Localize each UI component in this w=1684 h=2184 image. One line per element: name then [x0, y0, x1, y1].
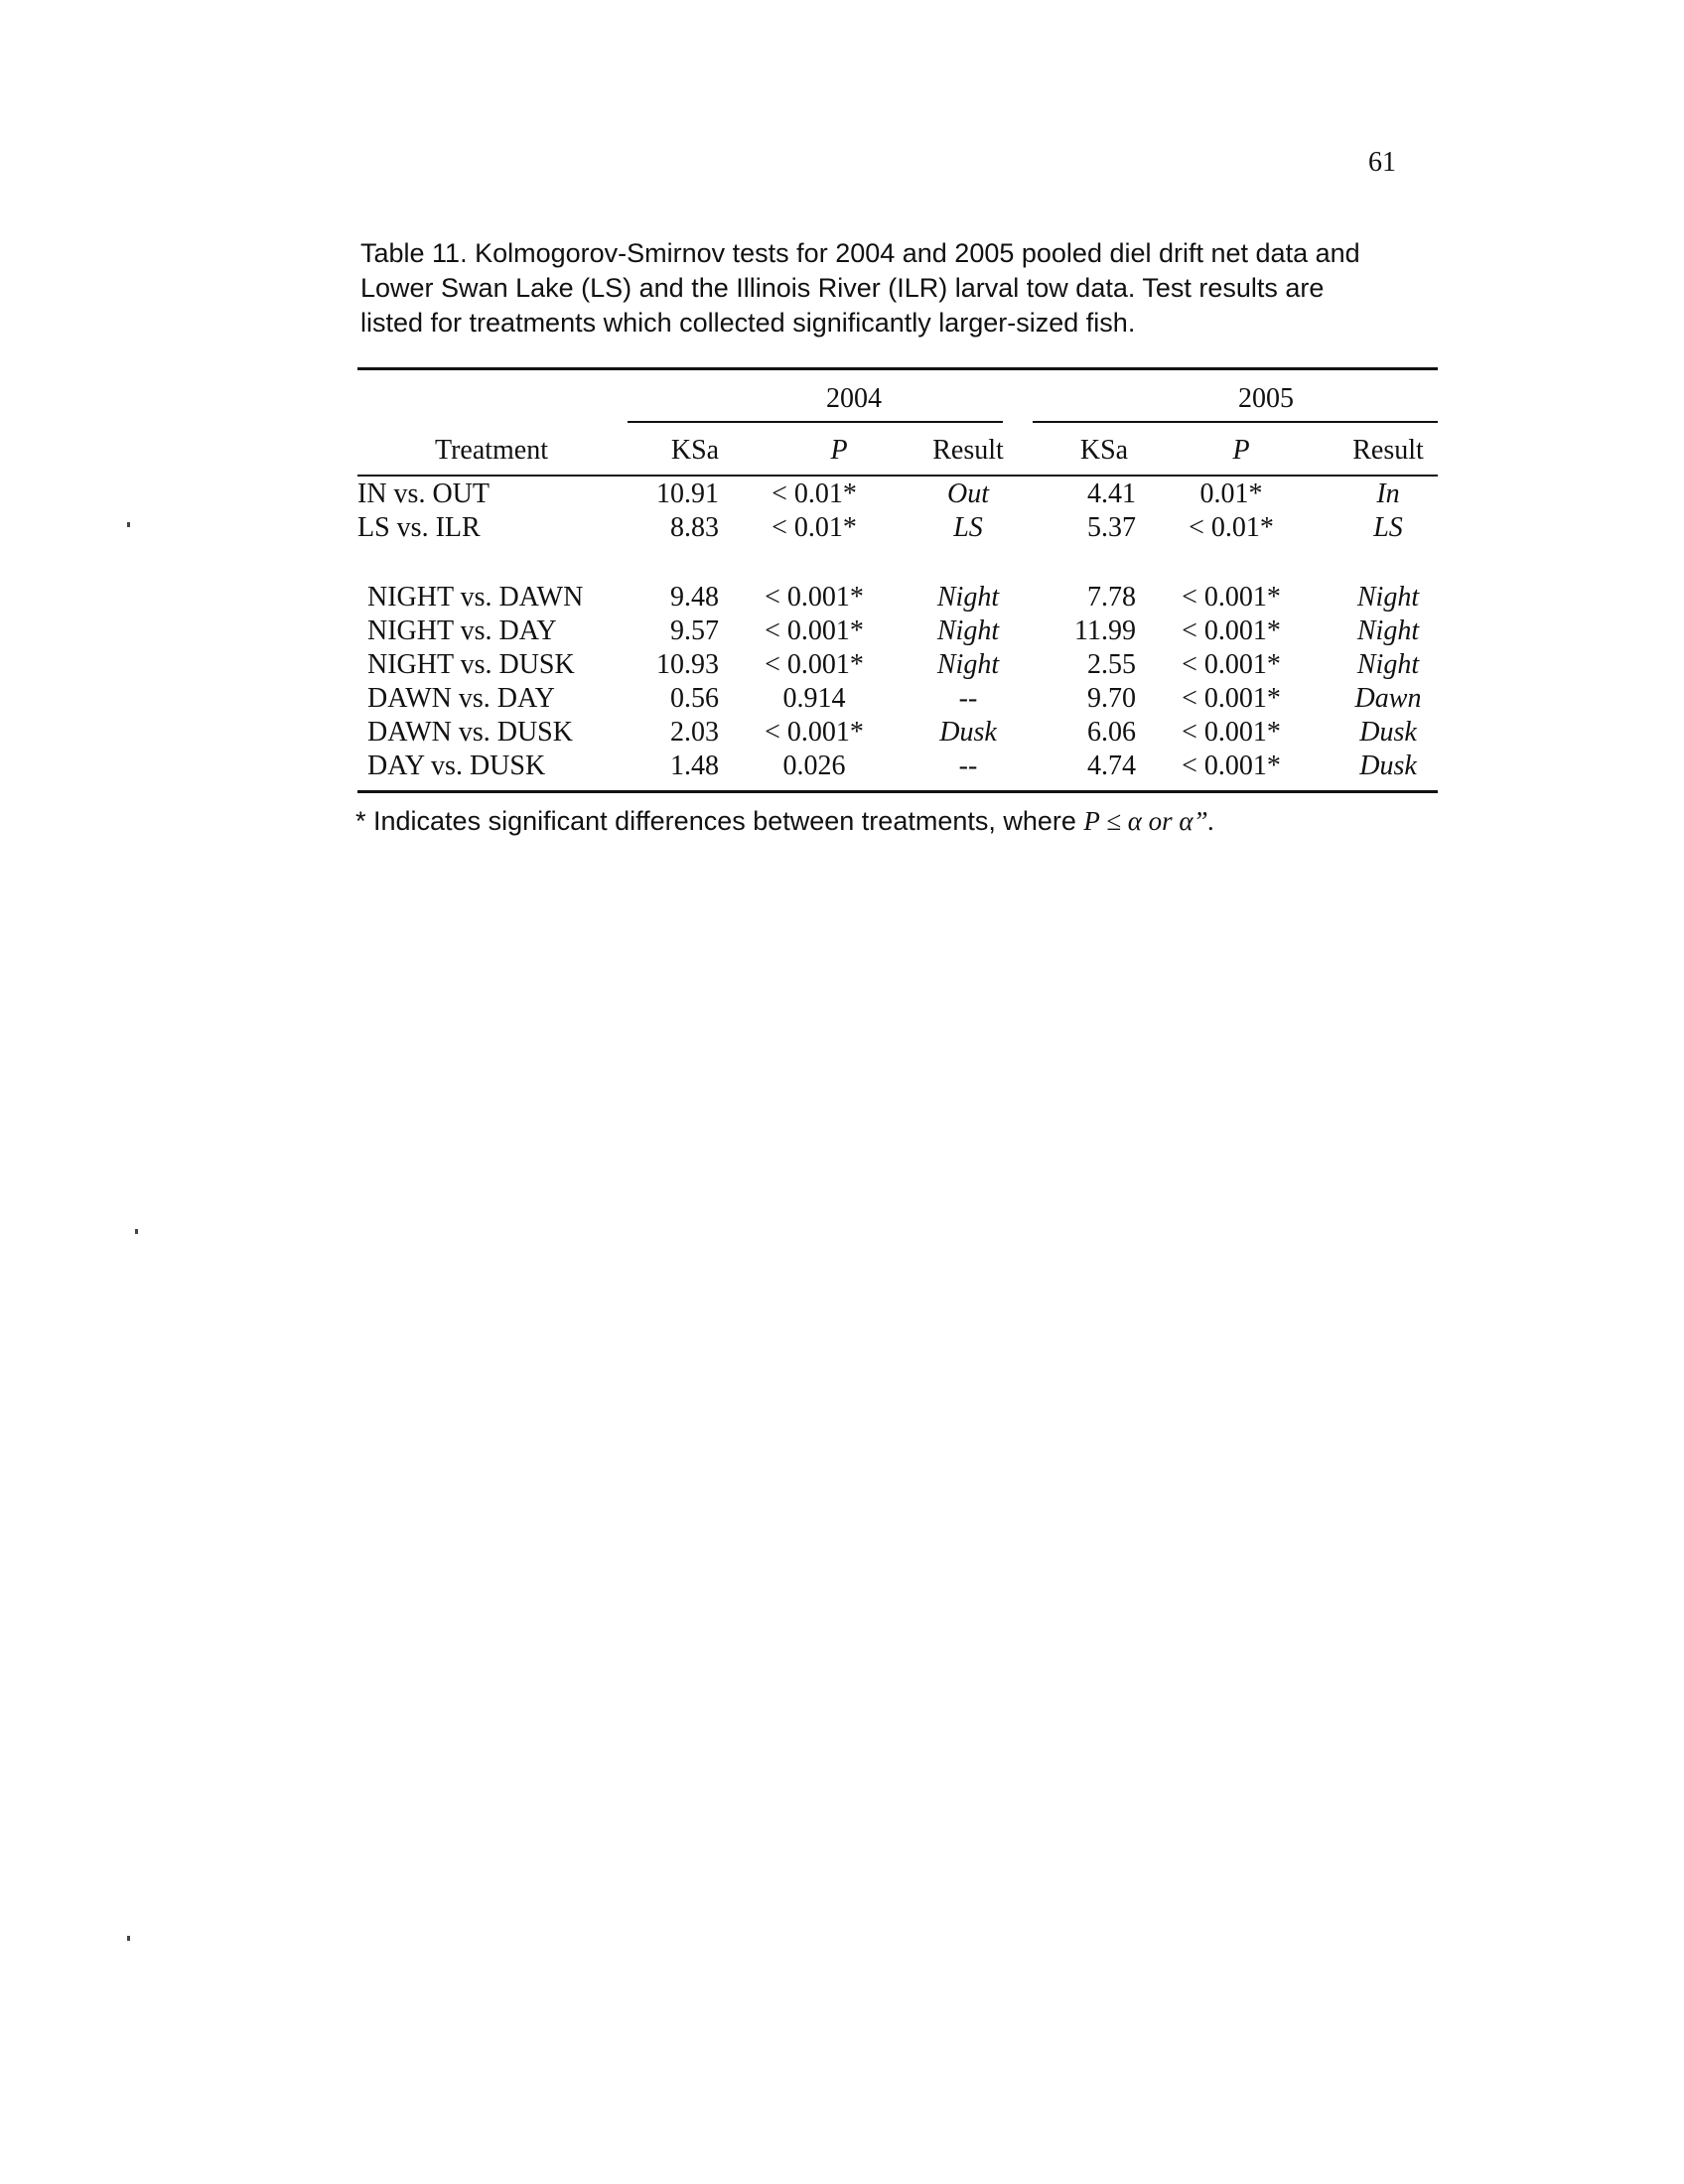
cell-result-2005: Dusk	[1359, 717, 1417, 748]
cell-p-2005: 0.01*	[1199, 478, 1263, 509]
cell-result-2004: LS	[953, 512, 983, 543]
col-header-result-2004: Result	[932, 435, 1004, 466]
cell-result-2004: Night	[936, 649, 1000, 680]
cell-ksa-2004: 9.48	[670, 582, 719, 613]
caption-line-2: Lower Swan Lake (LS) and the Illinois River (ILR) larval tow data. Test results are	[360, 273, 1325, 303]
cell-p-2004: < 0.001*	[765, 717, 864, 748]
cell-result-2005: Night	[1356, 649, 1420, 680]
cell-result-2004: Out	[947, 478, 989, 509]
cell-result-2004: Night	[936, 615, 1000, 646]
cell-result-2004: --	[958, 751, 978, 781]
cell-p-2005: < 0.001*	[1182, 683, 1281, 714]
cell-result-2005: Night	[1356, 615, 1420, 646]
year-header-2005: 2005	[1238, 383, 1294, 414]
cell-ksa-2004: 9.57	[670, 615, 719, 646]
cell-treatment: NIGHT vs. DUSK	[367, 649, 575, 680]
col-header-ksa-2005: KSa	[1079, 435, 1129, 466]
cell-result-2004: Night	[936, 582, 1000, 613]
year-2004-underline	[628, 421, 1003, 423]
col-header-p-2004: P	[830, 435, 848, 466]
cell-result-2005: In	[1376, 478, 1400, 509]
cell-ksa-2005: 4.41	[1087, 478, 1136, 509]
cell-treatment: DAWN vs. DUSK	[367, 717, 573, 748]
cell-ksa-2004: 1.48	[670, 751, 719, 781]
cell-p-2005: < 0.01*	[1189, 512, 1274, 543]
cell-result-2004: Dusk	[939, 717, 997, 748]
cell-p-2005: < 0.001*	[1182, 649, 1281, 680]
cell-p-2004: < 0.001*	[765, 649, 864, 680]
col-header-p-2005: P	[1232, 435, 1250, 466]
cell-ksa-2005: 7.78	[1087, 582, 1136, 613]
cell-treatment: DAWN vs. DAY	[367, 683, 555, 714]
cell-ksa-2004: 10.93	[656, 649, 719, 680]
cell-ksa-2004: 8.83	[670, 512, 719, 543]
cell-p-2004: 0.914	[782, 683, 846, 714]
cell-result-2005: Dawn	[1354, 683, 1422, 714]
col-header-treatment: Treatment	[434, 435, 549, 466]
col-header-result-2005: Result	[1352, 435, 1424, 466]
table-caption	[360, 236, 1453, 341]
scan-speck	[127, 522, 130, 527]
year-2005-underline	[1033, 421, 1438, 423]
cell-treatment: DAY vs. DUSK	[367, 751, 546, 781]
cell-result-2005: LS	[1373, 512, 1403, 543]
year-header-2004: 2004	[826, 383, 882, 414]
cell-p-2004: < 0.01*	[772, 478, 857, 509]
footnote-text: * Indicates significant differences between treatments, where	[355, 806, 1084, 836]
cell-ksa-2005: 6.06	[1087, 717, 1136, 748]
cell-ksa-2004: 2.03	[670, 717, 719, 748]
scan-speck	[127, 1936, 130, 1941]
scan-speck	[135, 1229, 138, 1234]
header-bottom-rule	[357, 475, 1438, 477]
cell-p-2004: < 0.001*	[765, 615, 864, 646]
cell-result-2004: --	[958, 683, 978, 714]
cell-treatment: IN vs. OUT	[357, 478, 490, 509]
cell-result-2005: Night	[1356, 582, 1420, 613]
footnote-math: P ≤ α or α”.	[1083, 806, 1215, 836]
cell-ksa-2005: 2.55	[1087, 649, 1136, 680]
cell-ksa-2005: 9.70	[1087, 683, 1136, 714]
cell-treatment: LS vs. ILR	[357, 512, 481, 543]
cell-p-2004: 0.026	[782, 751, 846, 781]
cell-ksa-2005: 5.37	[1087, 512, 1136, 543]
cell-p-2005: < 0.001*	[1182, 717, 1281, 748]
table-bottom-rule	[357, 790, 1438, 793]
caption-line-3: listed for treatments which collected significantly larger-sized fish.	[360, 308, 1136, 338]
cell-ksa-2005: 11.99	[1074, 615, 1136, 646]
table-footnote	[355, 806, 1214, 837]
cell-ksa-2004: 0.56	[670, 683, 719, 714]
cell-treatment: NIGHT vs. DAY	[367, 615, 557, 646]
caption-line-1: Table 11. Kolmogorov-Smirnov tests for 2004 and 2005 pooled diel drift net data and	[360, 238, 1360, 268]
cell-p-2004: < 0.01*	[772, 512, 857, 543]
page-number: 61	[1368, 147, 1396, 178]
cell-p-2005: < 0.001*	[1182, 751, 1281, 781]
cell-treatment: NIGHT vs. DAWN	[367, 582, 584, 613]
col-header-ksa-2004: KSa	[670, 435, 720, 466]
cell-result-2005: Dusk	[1359, 751, 1417, 781]
cell-p-2005: < 0.001*	[1182, 615, 1281, 646]
cell-ksa-2004: 10.91	[656, 478, 719, 509]
cell-p-2004: < 0.001*	[765, 582, 864, 613]
cell-ksa-2005: 4.74	[1087, 751, 1136, 781]
table-top-rule	[357, 367, 1438, 370]
cell-p-2005: < 0.001*	[1182, 582, 1281, 613]
